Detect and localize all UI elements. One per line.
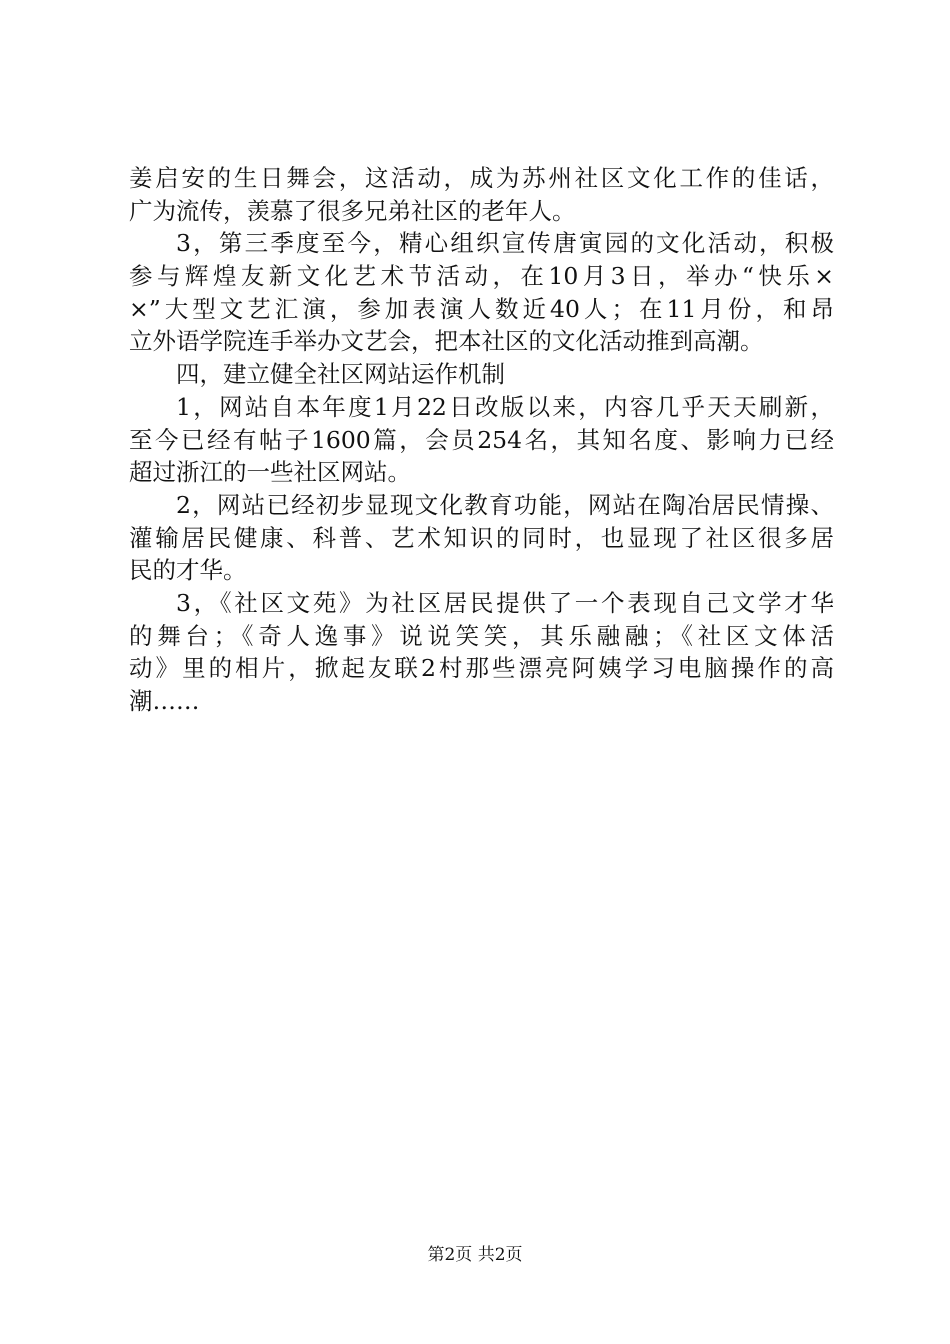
paragraph-line: 潮…… bbox=[129, 687, 200, 715]
page-number-footer: 第2页 共2页 bbox=[427, 1245, 523, 1265]
paragraph-line: 2，网站已经初步显现文化教育功能，网站在陶冶居民情操、 bbox=[176, 490, 834, 519]
document-body bbox=[129, 162, 834, 718]
paragraph-line: 3，《社区文苑》为社区居民提供了一个表现自己文学才华 bbox=[176, 588, 834, 617]
paragraph-line: 至今已经有帖子1600篇，会员254名，其知名度、影响力已经 bbox=[129, 425, 834, 454]
paragraph-line: 立外语学院连手举办文艺会，把本社区的文化活动推到高潮。 bbox=[129, 327, 764, 356]
paragraph-line: 民的才华。 bbox=[129, 556, 247, 585]
paragraph-line: 灌输居民健康、科普、艺术知识的同时，也显现了社区很多居 bbox=[129, 523, 834, 552]
paragraph-line: ×”大型文艺汇演，参加表演人数近40人；在11月份，和昂 bbox=[129, 294, 834, 323]
paragraph-line: 1，网站自本年度1月22日改版以来，内容几乎天天刷新， bbox=[176, 392, 834, 421]
paragraph-continuation bbox=[129, 162, 834, 227]
paragraph-line: 参与辉煌友新文化艺术节活动，在10月3日，举办“快乐× bbox=[129, 262, 834, 291]
section-heading-text: 四，建立健全社区网站运作机制 bbox=[176, 360, 505, 389]
paragraph-item-3-culture bbox=[129, 227, 834, 358]
paragraph-line: 的舞台；《奇人逸事》说说笑笑，其乐融融；《社区文体活 bbox=[129, 621, 834, 650]
paragraph-item-3-website bbox=[129, 587, 834, 718]
section-heading bbox=[129, 358, 834, 391]
paragraph-line: 广为流传，羡慕了很多兄弟社区的老年人。 bbox=[129, 196, 576, 225]
paragraph-line: 姜启安的生日舞会，这活动，成为苏州社区文化工作的佳话， bbox=[129, 164, 834, 192]
paragraph-line: 3，第三季度至今，精心组织宣传唐寅园的文化活动，积极 bbox=[176, 229, 834, 258]
paragraph-line: 动》里的相片，掀起友联2村那些漂亮阿姨学习电脑操作的高 bbox=[129, 654, 834, 683]
paragraph-item-1-website bbox=[129, 391, 834, 489]
paragraph-line: 超过浙江的一些社区网站。 bbox=[129, 458, 411, 487]
paragraph-item-2-website bbox=[129, 489, 834, 587]
